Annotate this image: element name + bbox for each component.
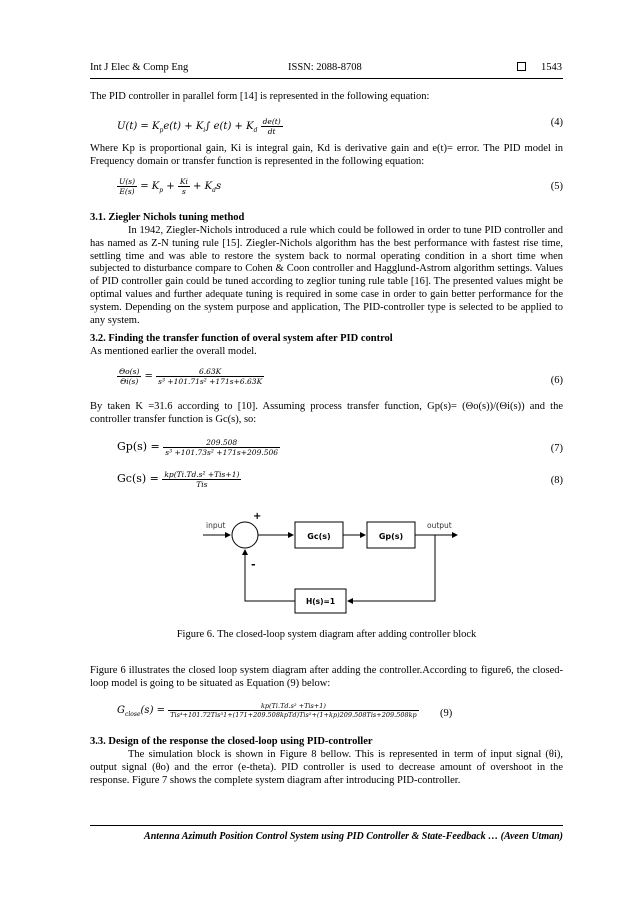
gc-label: Gc(s) <box>307 532 331 541</box>
paragraph-transfer: By taken K =31.6 according to [10]. Assuming process transfer function, Gp(s)= (Θo(s))/(Θi(s)) and the controller transfer function is Gc(s), so: <box>90 401 563 425</box>
section-3-1-body: In 1942, Ziegler-Nichols introduced a rule which could be followed in order to tune PID controller and has named as Z-N tuning rule [15]. Ziegler-Nichols algorithm has the best performance with fastest rise time, settling time and was able to restore the system back to normal operating condition in a short time when subjected to disturbance compare to Cohen & Coon controller and Hagglund-Astrom algorithm settings. Values of PID controller gain could be tuned according to zeglior tuning rule table [16]. The presented values might be optimal values and further adequate tuning is required in some case in order to gain better performance for the system. Depending on the system purpose and application, The PID-controller type is selected to be applied to any system. <box>90 225 563 326</box>
footer-rule <box>90 825 563 826</box>
equation-8-number: (8) <box>550 475 563 486</box>
summing-junction <box>232 522 258 548</box>
h-label: H(s)=1 <box>305 597 336 606</box>
equation-6: $\frac{\Theta o(s)}{\Theta i(s)}$ = $\frac{6.63K}{\text{s³ +101.71s² +171s+6.63K}}$ <box>119 367 263 386</box>
figure-6-caption: Figure 6. The closed-loop system diagram after adding controller block <box>176 629 477 640</box>
paragraph-intro: The PID controller in parallel form [14] is represented in the following equation: <box>90 91 430 102</box>
equation-4-number: (4) <box>550 117 563 128</box>
running-footer: Antenna Azimuth Position Control System using PID Controller & State-Feedback … (Aveen Utman) <box>144 831 563 842</box>
equation-5-number: (5) <box>550 181 563 192</box>
equation-9: $G_{close}(s)$ = kp(Ti.Td.s² +Tis+1) Tis⁴+101.72Tis³1+(171+209.508kpTd)Tis²+(1+kp)209.508Tis+209.508kp <box>117 702 417 719</box>
input-label: input <box>206 521 226 530</box>
section-3-3-body: The simulation block is shown in Figure 8 bellow. This is represented in term of input signal (θi), output signal (θo) and the error (e-theta). PID controller is used to decrease amount of overshoot in the response. Figure 7 shows the complete system diagram after introducing PID-controller. <box>90 749 563 786</box>
closed-loop-diagram <box>195 505 465 615</box>
plus-sign: + <box>253 511 262 522</box>
equation-7-number: (7) <box>550 443 563 454</box>
journal-name: Int J Elec & Comp Eng <box>90 62 189 73</box>
header-rule <box>90 78 563 79</box>
equation-7: Gp(s) = $\frac{209.508}{\text{s³ +101.73s² +171s+209.506}}$ <box>117 438 279 457</box>
equation-6-number: (6) <box>550 375 563 386</box>
section-3-2-title: 3.2. Finding the transfer function of overal system after PID control <box>90 333 393 344</box>
equation-8: Gc(s) = $\frac{\text{kp(Ti.Td.s² +Tis+1)}}{\text{Tis}}$ <box>117 470 240 489</box>
paragraph-gains: Where Kp is proportional gain, Ki is integral gain, Kd is derivative gain and e(t)= error. The PID model in Frequency domain or transfer function is represented in the following equation: <box>90 143 563 167</box>
equation-4: $U(t) = K_pe(t) + K_i\int$ $e(t) + K_d$ $\frac{de(t)}{dt}$ <box>117 117 281 136</box>
section-3-2-intro: As mentioned earlier the overall model. <box>90 346 257 357</box>
equation-9-number: (9) <box>440 708 453 719</box>
minus-sign: - <box>251 558 256 571</box>
checkbox-icon <box>517 62 526 73</box>
equation-5: $\frac{U(s)}{E(s)}$ = $K_p$ + $\frac{Ki}{s}$ + $K_ds$ <box>119 177 222 196</box>
section-3-3-title: 3.3. Design of the response the closed-loop using PID-controller <box>90 736 373 747</box>
paragraph-figure6: Figure 6 illustrates the closed loop system diagram after adding the controller.According to figure6, the closed- loop model is going to be situated as Equation (9) below: <box>90 665 563 689</box>
output-label: output <box>427 521 452 530</box>
page-number: 1543 <box>541 62 562 73</box>
section-3-1-title: 3.1. Ziegler Nichols tuning method <box>90 212 245 223</box>
gp-label: Gp(s) <box>378 532 404 541</box>
issn: ISSN: 2088-8708 <box>288 62 362 73</box>
